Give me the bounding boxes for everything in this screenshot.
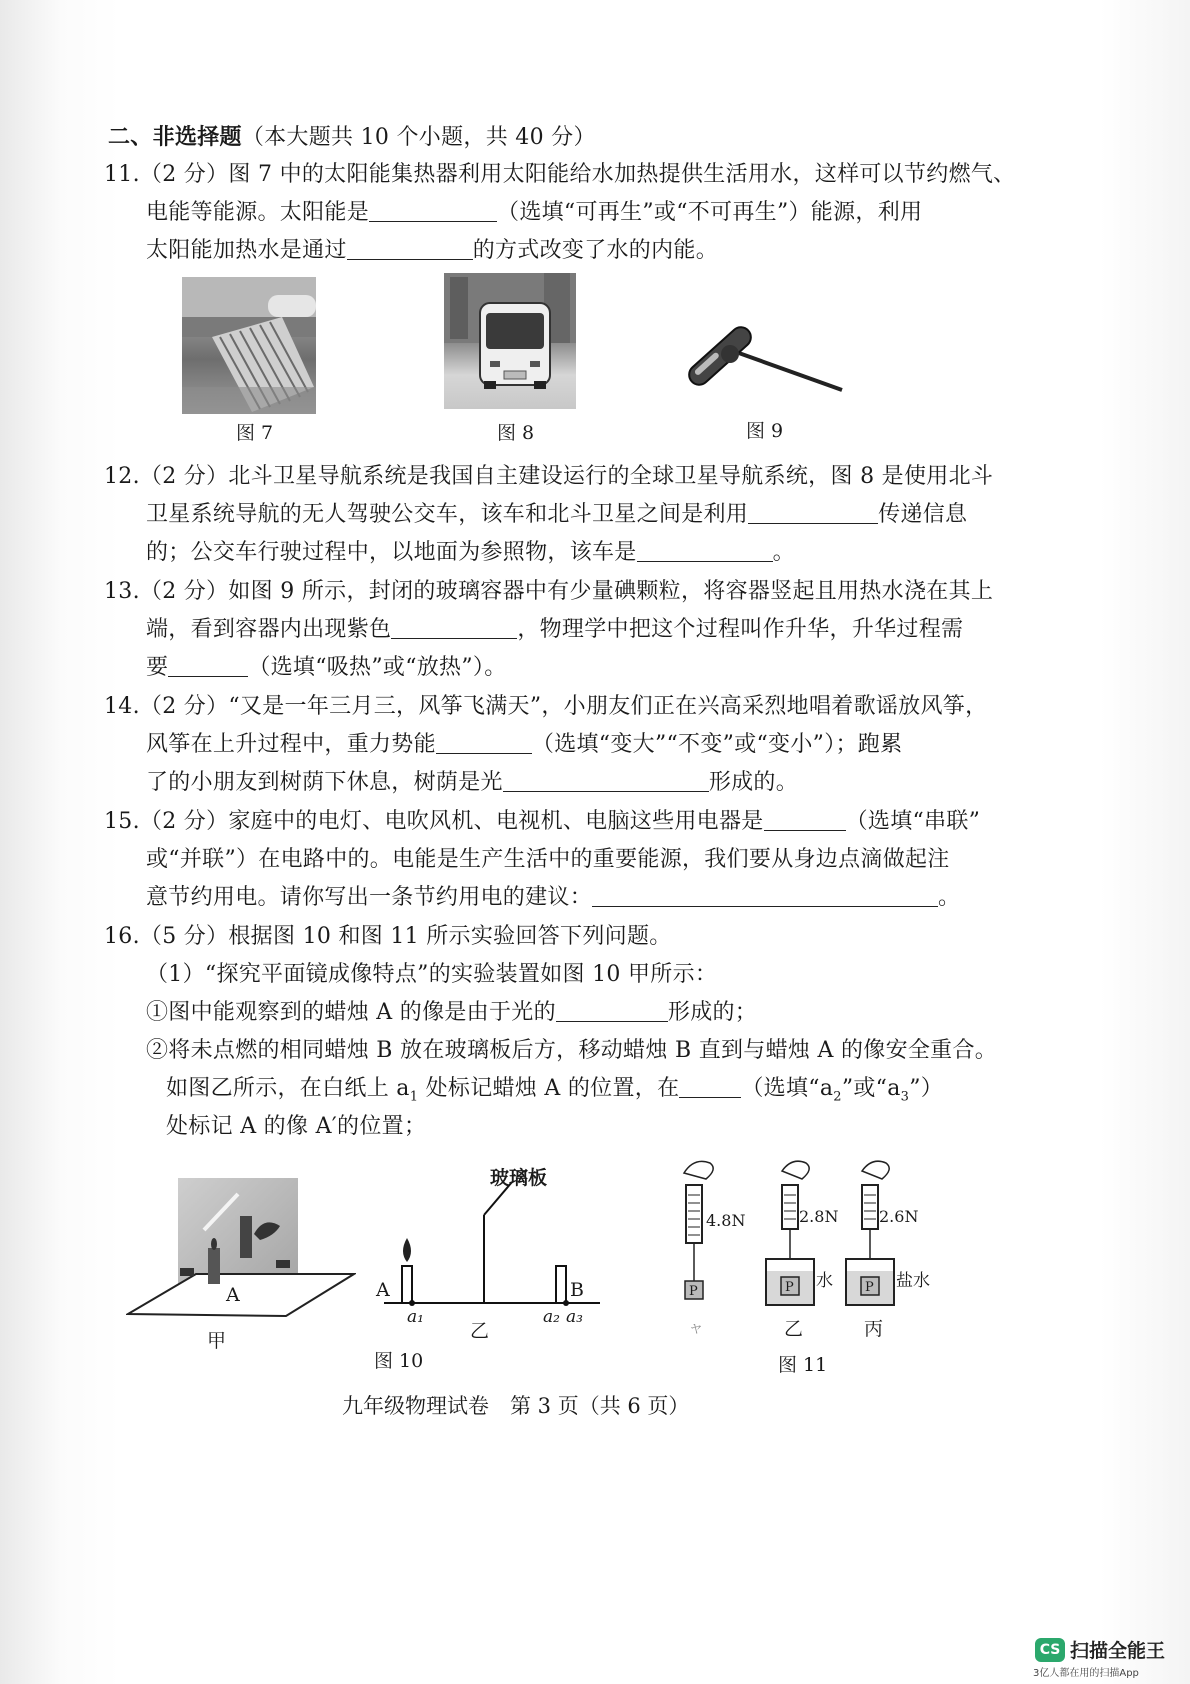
q16-text-5e: ”） — [909, 1076, 944, 1101]
q16-line-3 — [146, 998, 757, 1028]
q12-blank-1[interactable] — [748, 501, 878, 524]
q14-text-2a: 风筝在上升过程中，重力势能 — [146, 732, 436, 757]
camscanner-name: 扫描全能王 — [1070, 1640, 1166, 1662]
q16-blank-1[interactable] — [556, 999, 668, 1022]
q15-text-3b: 。 — [938, 885, 961, 910]
q16-text-1: （5 分）根据图 10 和图 11 所示实验回答下列问题。 — [139, 924, 672, 949]
q14-text-3b: 形成的。 — [708, 770, 799, 795]
q13-text-3a: 要 — [146, 655, 169, 680]
q13-text-2b: ，物理学中把这个过程叫作升华，升华过程需 — [517, 617, 964, 642]
fig10-a2-label: a₂ — [543, 1307, 560, 1327]
bus-drawing — [444, 273, 576, 409]
q12-text-1: （2 分）北斗卫星导航系统是我国自主建设运行的全球卫星导航系统，图 8 是使用北斗 — [139, 464, 994, 489]
q16-text-4: ②将未点燃的相同蜡烛 B 放在玻璃板后方，移动蜡烛 B 直到与蜡烛 A 的像安全重合。 — [146, 1038, 998, 1063]
q16-sub-1: 1 — [409, 1089, 419, 1105]
q15-text-3a: 意节约用电。请你写出一条节约用电的建议： — [146, 885, 593, 910]
q14-number: 14. — [104, 694, 140, 719]
glass-tube-drawing — [680, 306, 850, 396]
q11-text-2a: 电能等能源。太阳能是 — [146, 200, 370, 225]
q15-line-1 — [104, 807, 980, 837]
fig10-yi-label-a: A — [376, 1279, 390, 1301]
figure-11-caption: 图 11 — [778, 1354, 828, 1376]
q11-blank-2[interactable] — [347, 237, 473, 260]
figure-9-caption: 图 9 — [746, 420, 784, 442]
q13-line-3 — [146, 653, 507, 683]
q14-line-2 — [146, 730, 902, 760]
q16-line-4 — [146, 1036, 997, 1066]
solar-heater-drawing — [182, 277, 316, 414]
q11-text-1: （2 分）图 7 中的太阳能集热器利用太阳能给水加热提供生活用水，这样可以节约燃气、 — [139, 162, 1016, 187]
fig10-yi-label-b: B — [570, 1279, 584, 1301]
q11-number: 11. — [104, 162, 140, 187]
spring-scale-drawing — [670, 1155, 940, 1325]
q16-line-1 — [104, 922, 672, 952]
q11-line-2 — [146, 198, 922, 228]
q14-blank-1[interactable] — [436, 731, 532, 754]
q16-text-5c: （选填“a — [741, 1076, 834, 1101]
q15-text-1a: （2 分）家庭中的电灯、电吹风机、电视机、电脑这些用电器是 — [139, 809, 764, 834]
q15-text-1b: （选填“串联” — [845, 809, 981, 834]
q12-line-1 — [104, 462, 993, 492]
figure-10-jia-diagram — [126, 1176, 356, 1356]
scale-reading-1: 4.8N — [706, 1211, 746, 1230]
figure-11-jia-label: ヤ — [690, 1322, 703, 1336]
camscanner-tagline: 3亿人都在用的扫描App — [1033, 1668, 1139, 1679]
figure-7-solar-heater-photo — [182, 277, 316, 414]
q16-text-3a: ①图中能观察到的蜡烛 A 的像是由于光的 — [146, 1000, 556, 1025]
q16-line-5 — [166, 1074, 943, 1112]
q16-sub-3: 3 — [900, 1089, 910, 1105]
section-title-line — [108, 122, 596, 153]
water-label: 水 — [816, 1271, 833, 1291]
figure-11-bing-label: 丙 — [864, 1318, 884, 1340]
q13-line-2 — [146, 615, 963, 645]
q11-text-3a: 太阳能加热水是通过 — [146, 238, 347, 263]
q12-text-2a: 卫星系统导航的无人驾驶公交车，该车和北斗卫星之间是利用 — [146, 502, 749, 527]
salt-water-label: 盐水 — [896, 1271, 930, 1291]
q16-text-3b: 形成的； — [667, 1000, 758, 1025]
q11-line-1 — [104, 160, 1015, 190]
q16-blank-2[interactable] — [679, 1075, 741, 1098]
fig10-a3-label: a₃ — [566, 1307, 583, 1327]
q16-text-5a: 如图乙所示，在白纸上 a — [166, 1076, 410, 1101]
q15-blank-2[interactable] — [592, 884, 938, 907]
section-title: 二、非选择题 — [108, 124, 242, 150]
camscanner-logo: CS — [1035, 1638, 1065, 1662]
q13-text-1: （2 分）如图 9 所示，封闭的玻璃容器中有少量碘颗粒，将容器竖起且用热水浇在其上 — [139, 579, 994, 604]
figure-8-caption: 图 8 — [497, 422, 535, 444]
figure-10-caption: 图 10 — [374, 1350, 424, 1372]
q14-text-2b: （选填“变大”“不变”或“变小”）；跑累 — [531, 732, 903, 757]
q13-text-3b: （选填“吸热”或“放热”）。 — [248, 655, 507, 680]
q13-blank-1[interactable] — [391, 616, 517, 639]
q15-line-2 — [146, 845, 950, 875]
q11-text-2b: （选填“可再生”或“不可再生”）能源，利用 — [497, 200, 923, 225]
q12-text-2b: 传递信息 — [878, 502, 968, 527]
q16-text-5b: 处标记蜡烛 A 的位置，在 — [418, 1076, 680, 1101]
figure-11-diagram — [670, 1155, 940, 1325]
q12-line-3 — [146, 538, 795, 568]
q12-text-3a: 的；公交车行驶过程中，以地面为参照物，该车是 — [146, 540, 637, 565]
q12-text-3b: 。 — [772, 540, 795, 565]
q14-blank-2[interactable] — [503, 769, 709, 792]
figure-7-caption: 图 7 — [236, 422, 274, 444]
figure-10-candle-a-label: A — [226, 1284, 240, 1306]
scale-reading-2: 2.8N — [799, 1207, 839, 1226]
object-p-label-3: P — [865, 1280, 874, 1295]
q13-number: 13. — [104, 579, 140, 604]
q14-line-3 — [146, 768, 798, 798]
q14-text-1: （2 分）“又是一年三月三，风筝飞满天”，小朋友们正在兴高采烈地唱着歌谣放风筝， — [139, 694, 988, 719]
q14-line-1 — [104, 692, 987, 722]
section-note: （本大题共 10 个小题，共 40 分） — [241, 125, 596, 150]
q16-text-5d: ”或“a — [841, 1076, 901, 1101]
q12-number: 12. — [104, 464, 140, 489]
glass-plate-label: 玻璃板 — [490, 1167, 548, 1189]
object-p-label-1: P — [689, 1284, 698, 1299]
q16-line-2 — [146, 960, 717, 990]
q13-text-2a: 端，看到容器内出现紫色 — [146, 617, 392, 642]
mirror-setup-drawing — [126, 1176, 356, 1356]
figure-11-yi-label: 乙 — [784, 1318, 804, 1340]
q11-line-3 — [146, 236, 718, 266]
q12-line-2 — [146, 500, 967, 530]
scale-reading-3: 2.6N — [879, 1207, 919, 1226]
q15-number: 15. — [104, 809, 140, 834]
q11-text-3b: 的方式改变了水的内能。 — [472, 238, 719, 263]
q14-text-3a: 了的小朋友到树荫下休息，树荫是光 — [146, 770, 503, 795]
fig10-a1-label: a₁ — [407, 1307, 424, 1327]
figure-8-bus-photo — [444, 273, 576, 409]
q12-blank-2[interactable] — [637, 539, 773, 562]
q15-text-2: 或“并联”）在电路中的。电能是生产生活中的重要能源，我们要从身边点滴做起注 — [146, 847, 950, 872]
q15-blank-1[interactable] — [764, 808, 846, 831]
page-footer: 九年级物理试卷 第 3 页（共 6 页） — [342, 1394, 690, 1418]
q13-blank-2[interactable] — [168, 654, 248, 677]
figure-10-jia-label: 甲 — [207, 1330, 227, 1352]
figure-10-yi-label: 乙 — [470, 1320, 490, 1342]
q16-sub-2: 2 — [833, 1089, 842, 1105]
q16-number: 16. — [104, 924, 140, 949]
figure-9-glass-tube — [680, 306, 850, 396]
q15-line-3 — [146, 883, 960, 913]
q13-line-1 — [104, 577, 993, 607]
q16-line-6 — [166, 1112, 426, 1142]
q11-blank-1[interactable] — [369, 199, 497, 222]
object-p-label-2: P — [785, 1280, 794, 1295]
q16-text-6: 处标记 A 的像 A′的位置； — [166, 1114, 427, 1139]
q16-text-2: （1）“探究平面镜成像特点”的实验装置如图 10 甲所示： — [146, 962, 718, 987]
